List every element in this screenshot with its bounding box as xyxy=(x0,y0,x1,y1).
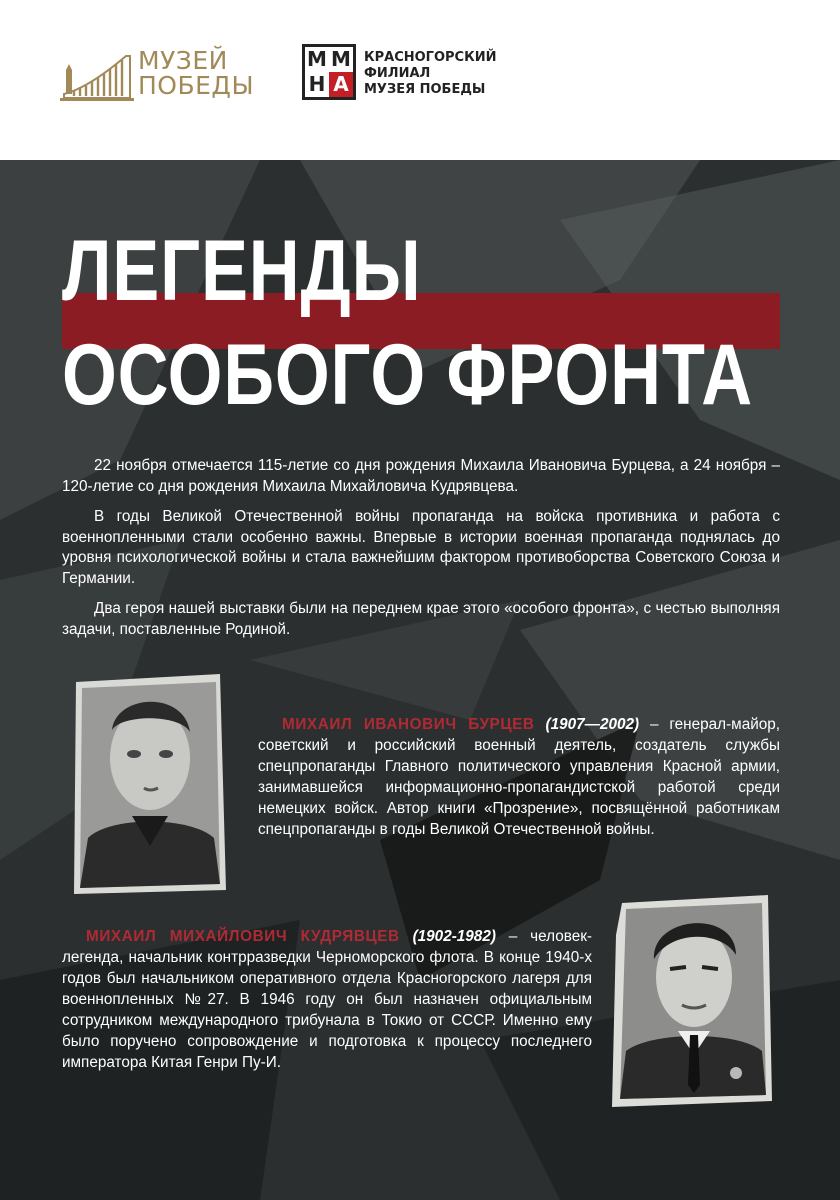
bio-years: (1907—2002) xyxy=(545,716,640,733)
museum-logo[interactable] xyxy=(60,46,255,104)
bio-name: МИХАИЛ МИХАЙЛОВИЧ КУДРЯВЦЕВ xyxy=(86,928,400,945)
intro-paragraph: Два героя нашей выставки были на переднем крае этого «особого фронта», с честью выполняя задачи, поставленные Родиной. xyxy=(62,600,780,638)
page-title-line-2: ОСОБОГО ФРОНТА xyxy=(62,327,754,423)
logo-letter: А xyxy=(329,72,353,97)
bio-years: (1902-1982) xyxy=(412,928,496,945)
bio-name: МИХАИЛ ИВАНОВИЧ БУРЦЕВ xyxy=(282,716,535,733)
header xyxy=(0,0,840,160)
branch-logo-mark xyxy=(302,44,356,100)
bio-text: – человек-легенда, начальник контрразведки Черноморского флота. В конце 1940-х годов был начальником оперативного отдела Красногорского лагеря для военнопленных №27. В 1946 году он был назначен официальным сотрудником международного трибунала в Токио от СССР. Именно ему было поручено сопровождение и подготовка к процессу последнего императора Китая Генри Пу-И. xyxy=(62,928,592,1071)
portrait-burtsev xyxy=(70,670,230,895)
monument-icon xyxy=(60,50,134,102)
branch-logo[interactable] xyxy=(302,44,522,104)
intro-paragraph: 22 ноября отмечается 115-летие со дня рождения Михаила Ивановича Бурцева, а 24 ноября – 120-летие со дня рождения Михаила Михайловича Кудрявцева. xyxy=(62,457,780,495)
poster-body xyxy=(0,160,840,1200)
logo-letter: М xyxy=(307,47,327,71)
bio-text: – генерал-майор, советский и российский военный деятель, создатель службы спецпропаганды Главного политического управления Красной армии, занимавшейся информационно-пропагандистской работой среди немецких войск. Автор книги «Прозрение», посвящённой работникам спецпропаганды в годы Великой Отечественной войны. xyxy=(258,716,781,838)
museum-logo-text: МУЗЕЙ ПОБЕДЫ xyxy=(138,46,255,100)
bio-kudryavtsev xyxy=(62,926,592,1073)
page-title-line-1: ЛЕГЕНДЫ xyxy=(62,223,422,319)
portrait-kudryavtsev xyxy=(612,895,774,1107)
intro-text xyxy=(62,456,780,650)
logo-letter: М xyxy=(331,47,351,71)
bio-burtsev xyxy=(258,714,780,840)
intro-paragraph: В годы Великой Отечественной войны пропаганда на войска противника и работа с военнопленными стали особенно важны. Впервые в истории военная пропаганда поднялась до уровня психологической войны и стала важнейшим фактором противоборства Советского Союза и Германии. xyxy=(62,508,780,587)
logo-letter: Н xyxy=(308,72,326,96)
branch-logo-text: КРАСНОГОРСКИЙ ФИЛИАЛ МУЗЕЯ ПОБЕДЫ xyxy=(364,50,497,97)
